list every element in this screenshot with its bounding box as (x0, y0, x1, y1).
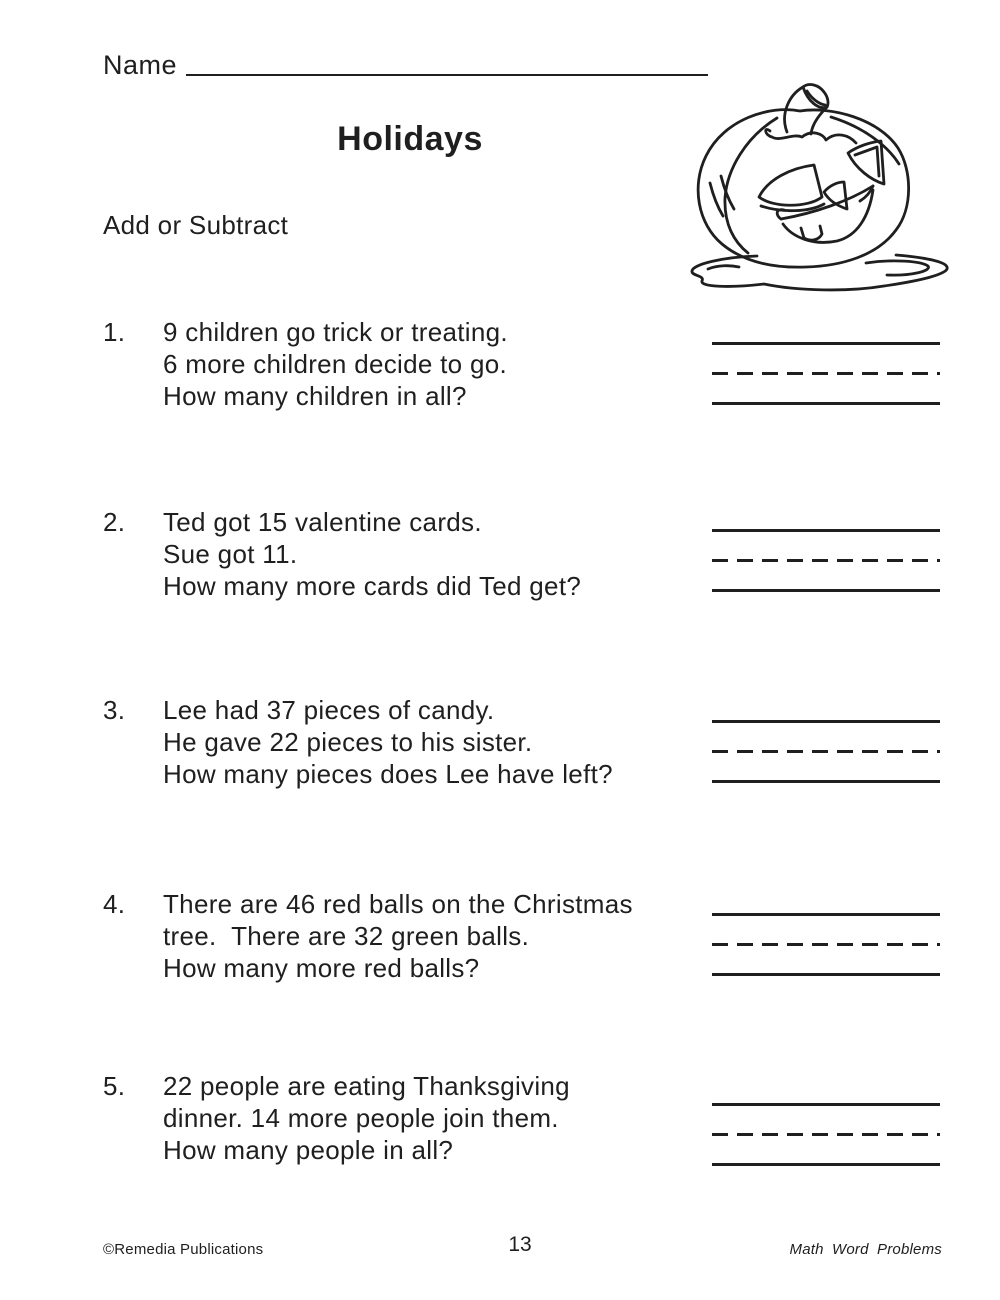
puddle-detail (708, 266, 739, 269)
footer-series-title: Math Word Problems (789, 1241, 942, 1258)
answer-line-solid[interactable] (712, 342, 940, 345)
pumpkin-right-crease (831, 117, 899, 164)
jack-o-lantern-icon (660, 80, 980, 300)
problem-5-text-line: 22 people are eating Thanksgiving (163, 1071, 570, 1101)
answer-line-solid[interactable] (712, 1163, 940, 1166)
name-row (103, 44, 708, 81)
problem-4-number: 4. (103, 889, 126, 919)
answer-line-solid[interactable] (712, 402, 940, 405)
answer-line-dashed[interactable] (712, 372, 940, 375)
problem-4-text-line: tree. There are 32 green balls. (163, 921, 530, 951)
answer-line-solid[interactable] (712, 720, 940, 723)
problem-2-text-line: Sue got 11. (163, 539, 298, 569)
answer-line-dashed[interactable] (712, 750, 940, 753)
pumpkin-hatch-1 (710, 183, 723, 216)
problem-3-text-line: He gave 22 pieces to his sister. (163, 727, 533, 757)
name-label: Name (103, 50, 178, 80)
answer-line-solid[interactable] (712, 913, 940, 916)
answer-line-dashed[interactable] (712, 1133, 940, 1136)
problem-4 (103, 888, 723, 984)
footer-page-number: 13 (508, 1233, 532, 1256)
problem-2 (103, 506, 723, 602)
left-eye (759, 165, 822, 205)
right-eye-inner (855, 147, 879, 176)
answer-line-solid[interactable] (712, 589, 940, 592)
problem-5 (103, 1070, 723, 1166)
answer-line-solid[interactable] (712, 529, 940, 532)
tooth (801, 226, 822, 240)
problem-5-text-line: dinner. 14 more people join them. (163, 1103, 559, 1133)
answer-line-dashed[interactable] (712, 559, 940, 562)
problem-2-text-line: Ted got 15 valentine cards. (163, 507, 482, 537)
puddle-swirl (866, 261, 928, 275)
problem-3 (103, 694, 723, 790)
problem-3-text-line: How many pieces does Lee have left? (163, 759, 613, 789)
mouth-upper-lip (781, 186, 873, 219)
footer-publisher: ©Remedia Publications (103, 1241, 264, 1258)
problem-3-number: 3. (103, 695, 126, 725)
problem-4-text-line: How many more red balls? (163, 953, 480, 983)
problem-1 (103, 316, 723, 412)
problem-5-number: 5. (103, 1071, 126, 1101)
problem-1-text-line: 9 children go trick or treating. (163, 317, 508, 347)
problem-2-text-line: How many more cards did Ted get? (163, 571, 582, 601)
answer-line-dashed[interactable] (712, 943, 940, 946)
problem-2-number: 2. (103, 507, 126, 537)
answer-line-solid[interactable] (712, 1103, 940, 1106)
problem-4-text-line: There are 46 red balls on the Christmas (163, 889, 633, 919)
problem-1-text-line: How many children in all? (163, 381, 467, 411)
problem-1-text-line: 6 more children decide to go. (163, 349, 508, 379)
name-input-line[interactable] (186, 44, 708, 76)
pumpkin-body (698, 110, 909, 267)
answer-line-solid[interactable] (712, 780, 940, 783)
problem-3-text-line: Lee had 37 pieces of candy. (163, 695, 495, 725)
problem-1-number: 1. (103, 317, 126, 347)
answer-line-solid[interactable] (712, 973, 940, 976)
problem-5-text-line: How many people in all? (163, 1135, 454, 1165)
instruction-label: Add or Subtract (103, 210, 289, 240)
worksheet-title: Holidays (337, 120, 483, 158)
